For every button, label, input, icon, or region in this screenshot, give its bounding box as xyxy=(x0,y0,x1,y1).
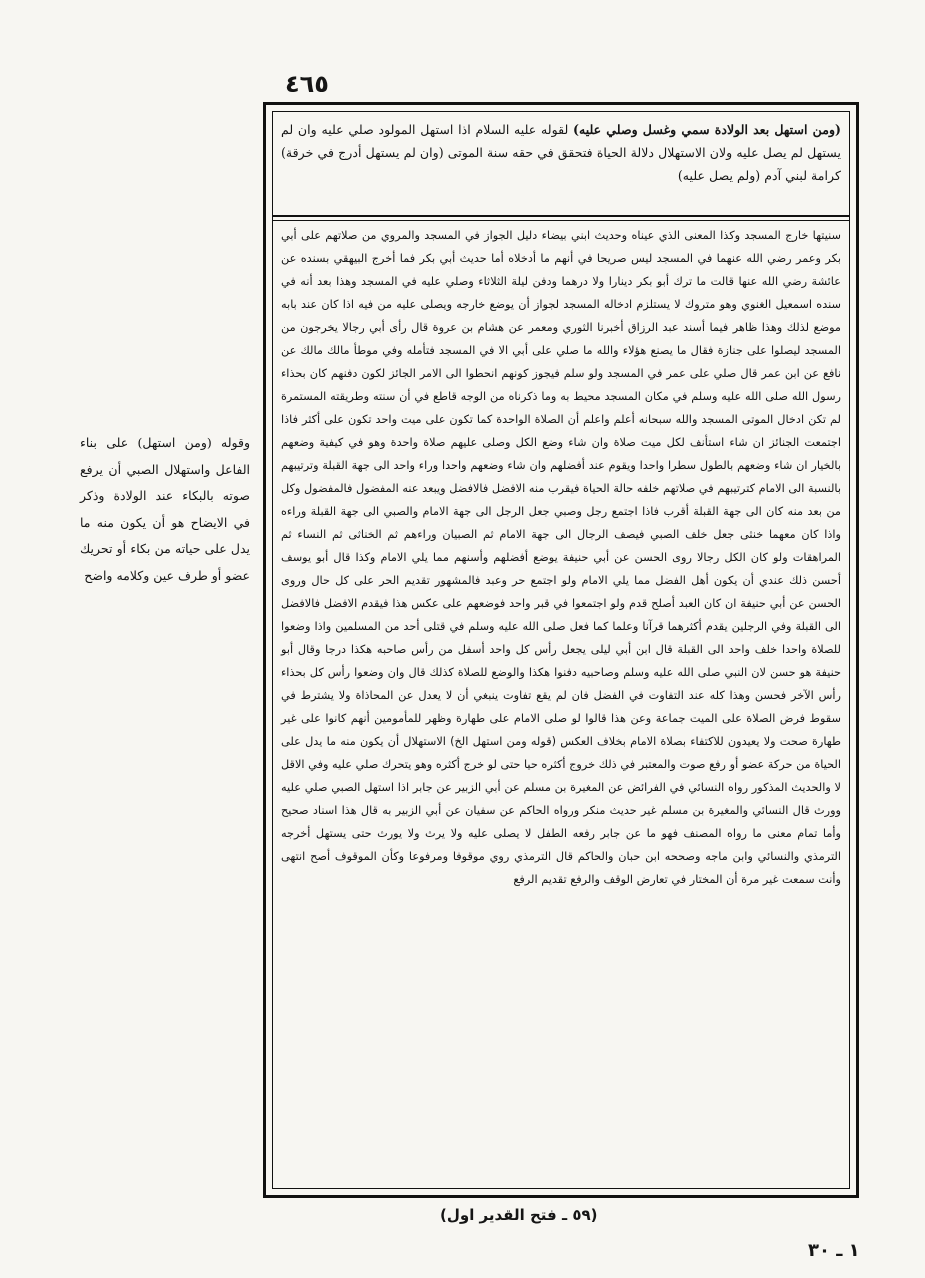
main-text-body: لقوله عليه السلام اذا استهل المولود صلي عليه وان لم يستهل لم يصل عليه ولان الاستهلال دلالة الحياة فتحقق في حقه سنة الموتى (وان لم يستهل أدرج في خرقة) كرامة لبني آدم (ولم يصل عليه) xyxy=(281,122,841,183)
volume-marker: ١ ـ ٣٠ xyxy=(808,1240,860,1261)
frame-inner-border xyxy=(272,111,850,1189)
page-number: ٤٦٥ xyxy=(285,70,329,98)
commentary-text: سنيتها خارج المسجد وكذا المعنى الذي عيناه وحديث ابني بيضاء دليل الجواز في المسجد والمروي من صلاتهم على أبي بكر وعمر رضي الله عنهما في المسجد ليس صريحا في أنهم ما أدخلاه أما حديث أبي بكر فما أخرج البيهقي بسنده عن عائشة رضي الله عنها قالت ما ترك أبو بكر دينارا ولا درهما ودفن ليلة الثلاثاء وصلي عليه في المسجد وهذا بعد أنه في سنده اسمعيل الغنوي وهو متروك لا يستلزم ادخاله المسجد لجواز أن يوضع خارجه ويصلى عليه من فيه اذا كان عند بابه موضع لذلك وهذا ظاهر فيما أسند عبد الرزاق أخبرنا الثوري ومعمر عن هشام بن عروة قال رأى أبي رجالا يخرجون من المسجد ليصلوا على جنازة فقال ما يصنع هؤلاء والله ما صلي على أبي الا في المسجد فتأمله وفي موطأ مالك مالك عن نافع عن ابن عمر قال صلي على عمر في المسجد ولو سلم فيجوز كونهم انحطوا الى الامر الجائز لكون دفنهم كان بحذاء رسول الله صلى الله عليه وسلم في مكان المسجد محيط به وما ذكرناه من الوجه قاطع في أن سنته وطريقته المستمرة لم تكن ادخال الموتى المسجد والله سبحانه أعلم واعلم أن الصلاة الواحدة كما تكون على ميت واحد تكون على أكثر فاذا اجتمعت الجنائز ان شاء استأنف لكل ميت صلاة وان شاء وضع الكل وصلى عليهم صلاة واحدة وهو في كيفية وضعهم بالخيار ان شاء وضعهم بالطول سطرا واحدا ويقوم عند أفضلهم وان شاء وضعهم واحدا وراء واحد الى جهة القبلة وترتيبهم بالنسبة الى الامام كترتيبهم في صلاتهم خلفه حالة الحياة فيقرب منه الافضل فالافضل ويبعد عنه المفضول فالمفضول وكل من بعد منه كان الى جهة القبلة أقرب فاذا اجتمع رجل وصبي جعل الرجل الى جهة الامام والصبي الى جهة القبلة وراءه واذا كان معهما خنثى جعل خلف الصبي فيصف الرجال الى جهة الامام ثم الصبيان وراءهم ثم الخناثى ثم النساء ثم المراهقات ولو كان الكل رجالا روى الحسن عن أبي حنيفة يوضع أفضلهم وأسنهم مما يلي الامام وكذا قال أبو يوسف أحسن ذلك عندي أن يكون أهل الفضل مما يلي الامام ولو اجتمع حر وعبد فالمشهور تقديم الحر على كل حال وروى الحسن عن أبي حنيفة ان كان العبد أصلح قدم ولو اجتمعوا في قبر واحد فوضعهم على عكس هذا فيقدم الافضل فالافضل الى القبلة وفي الرجلين يقدم أكثرهما قرآنا وعلما كما فعل صلى الله عليه وسلم في قتلى أحد من المسلمين واذا وضعوا للصلاة واحدا خلف واحد الى القبلة قال ابن أبي ليلى يجعل رأس كل واحد أسفل من رأس صاحبه هكذا درجا وقال أبو حنيفة هو حسن لان النبي صلى الله عليه وسلم وصاحبيه دفنوا هكذا والوضع للصلاة كذلك قال وان وضعوا رأس كل بحذاء رأس الآخر فحسن وهذا كله عند التفاوت في الفضل فان لم يقع تفاوت ينبغي أن لا يعدل عن المحاذاة ولا يشترط في سقوط فرض الصلاة على الميت جماعة وعن هذا قالوا لو صلى الامام على طهارة وظهر للمأمومين أنهم كانوا على غير طهارة صحت ولا يعيدون للاكتفاء بصلاة الامام بخلاف العكس (قوله ومن استهل الخ) الاستهلال أن يكون منه ما يدل على الحياة من حركة عضو أو رفع صوت والمعتبر في ذلك خروج أكثره حيا حتى لو خرج أكثره وهو يتحرك صلي عليه وفي الاقل لا والحديث المذكور رواه النسائي في الفرائض عن المغيرة بن مسلم عن أبي الزبير عن جابر اذا استهل الصبي صلي عليه وورث قال النسائي والمغيرة بن مسلم غير حديث منكر ورواه الحاكم عن سفيان عن أبي الزبير به قال هذا اسناد صحيح وأما تمام معنى ما رواه المصنف فهو ما عن جابر رفعه الطفل لا يصلى عليه ولا يرث ولا يورث حتى يستهل أخرجه الترمذي والنسائي وابن ماجه وصححه ابن حبان والحاكم قال الترمذي روي موقوفا ومرفوعا وكأن الموقوف أصح انتهى وأنت سمعت غير مرة أن المختار في تعارض الوقف والرفع تقديم الرفع xyxy=(281,229,841,886)
page-frame xyxy=(263,102,859,1198)
main-text-heading: (ومن استهل بعد الولادة سمي وغسل وصلي عليه) xyxy=(573,122,841,137)
section-divider xyxy=(273,215,849,221)
side-note: وقوله (ومن استهل) على بناء الفاعل واستهلال الصبي أن يرفع صوته بالبكاء عند الولادة وذكر في الايضاح هو أن يكون منه ما يدل على حياته من بكاء أو تحريك عضو أو طرف عين وكلامه واضح xyxy=(80,435,250,583)
footer-title: (٥٩ ـ فتح القدير اول) xyxy=(440,1206,598,1224)
main-text xyxy=(281,118,841,187)
